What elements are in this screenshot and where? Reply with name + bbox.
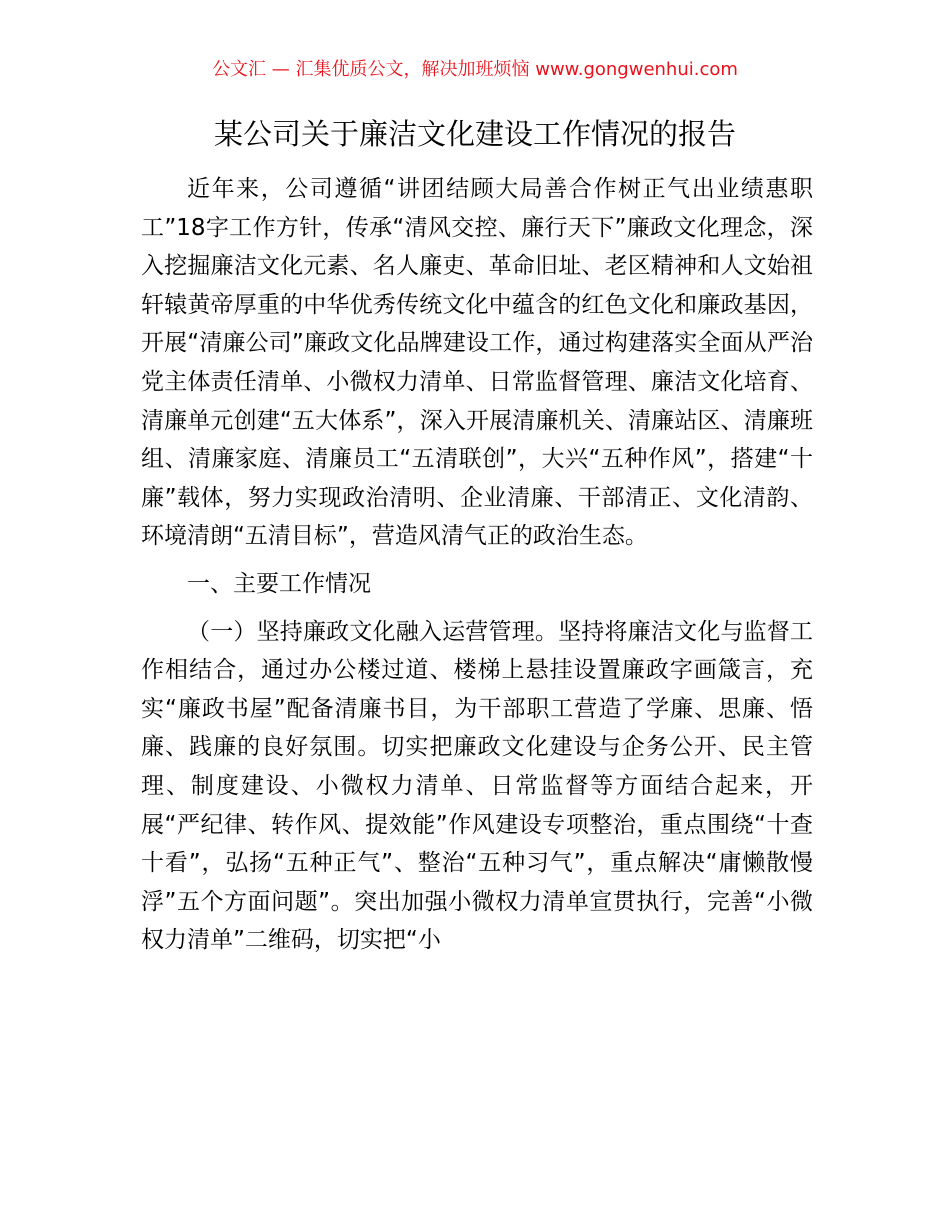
subsection-paragraph: （一）坚持廉政文化融入运营管理。坚持将廉洁文化与监督工作相结合，通过办公楼过道、楼梯上悬挂设置廉政字画箴言，充实“廉政书屋”配备清廉书目，为干部职工营造了学廉、思廉、悟廉、践廉的良好氛围。切实把廉政文化建设与企务公开、民主管理、制度建设、小微权力清单、日常监督等方面结合起来，开展“严纪律、转作风、提效能”作风建设专项整治，重点围绕“十查十看”，弘扬“五种正气”、整治“五种习气”，重点解决“庸懒散慢浮”五个方面问题”。突出加强小微权力清单宣贯执行，完善“小微权力清单”二维码，切实把“小 <box>141 618 813 954</box>
document-body <box>141 170 813 960</box>
intro-paragraph: 近年来，公司遵循“讲团结顾大局善合作树正气出业绩惠职工”18字工作方针，传承“清风交控、廉行天下”廉政文化理念，深入挖掘廉洁文化元素、名人廉吏、革命旧址、老区精神和人文始祖轩辕黄帝厚重的中华优秀传统文化中蕴含的红色文化和廉政基因，开展“清廉公司”廉政文化品牌建设工作，通过构建落实全面从严治党主体责任清单、小微权力清单、日常监督管理、廉洁文化培育、清廉单元创建“五大体系”，深入开展清廉机关、清廉站区、清廉班组、清廉家庭、清廉员工“五清联创”，大兴“五种作风”，搭建“十廉”载体，努力实现政治清明、企业清廉、干部清正、文化清韵、环境清朗“五清目标”，营造风清气正的政治生态。 <box>141 176 813 550</box>
section-heading: 一、主要工作情况 <box>187 570 371 597</box>
document-title: 某公司关于廉洁文化建设工作情况的报告 <box>213 117 736 151</box>
header-banner: 公文汇 — 汇集优质公文，解决加班烦恼 www.gongwenhui.com <box>212 59 738 80</box>
